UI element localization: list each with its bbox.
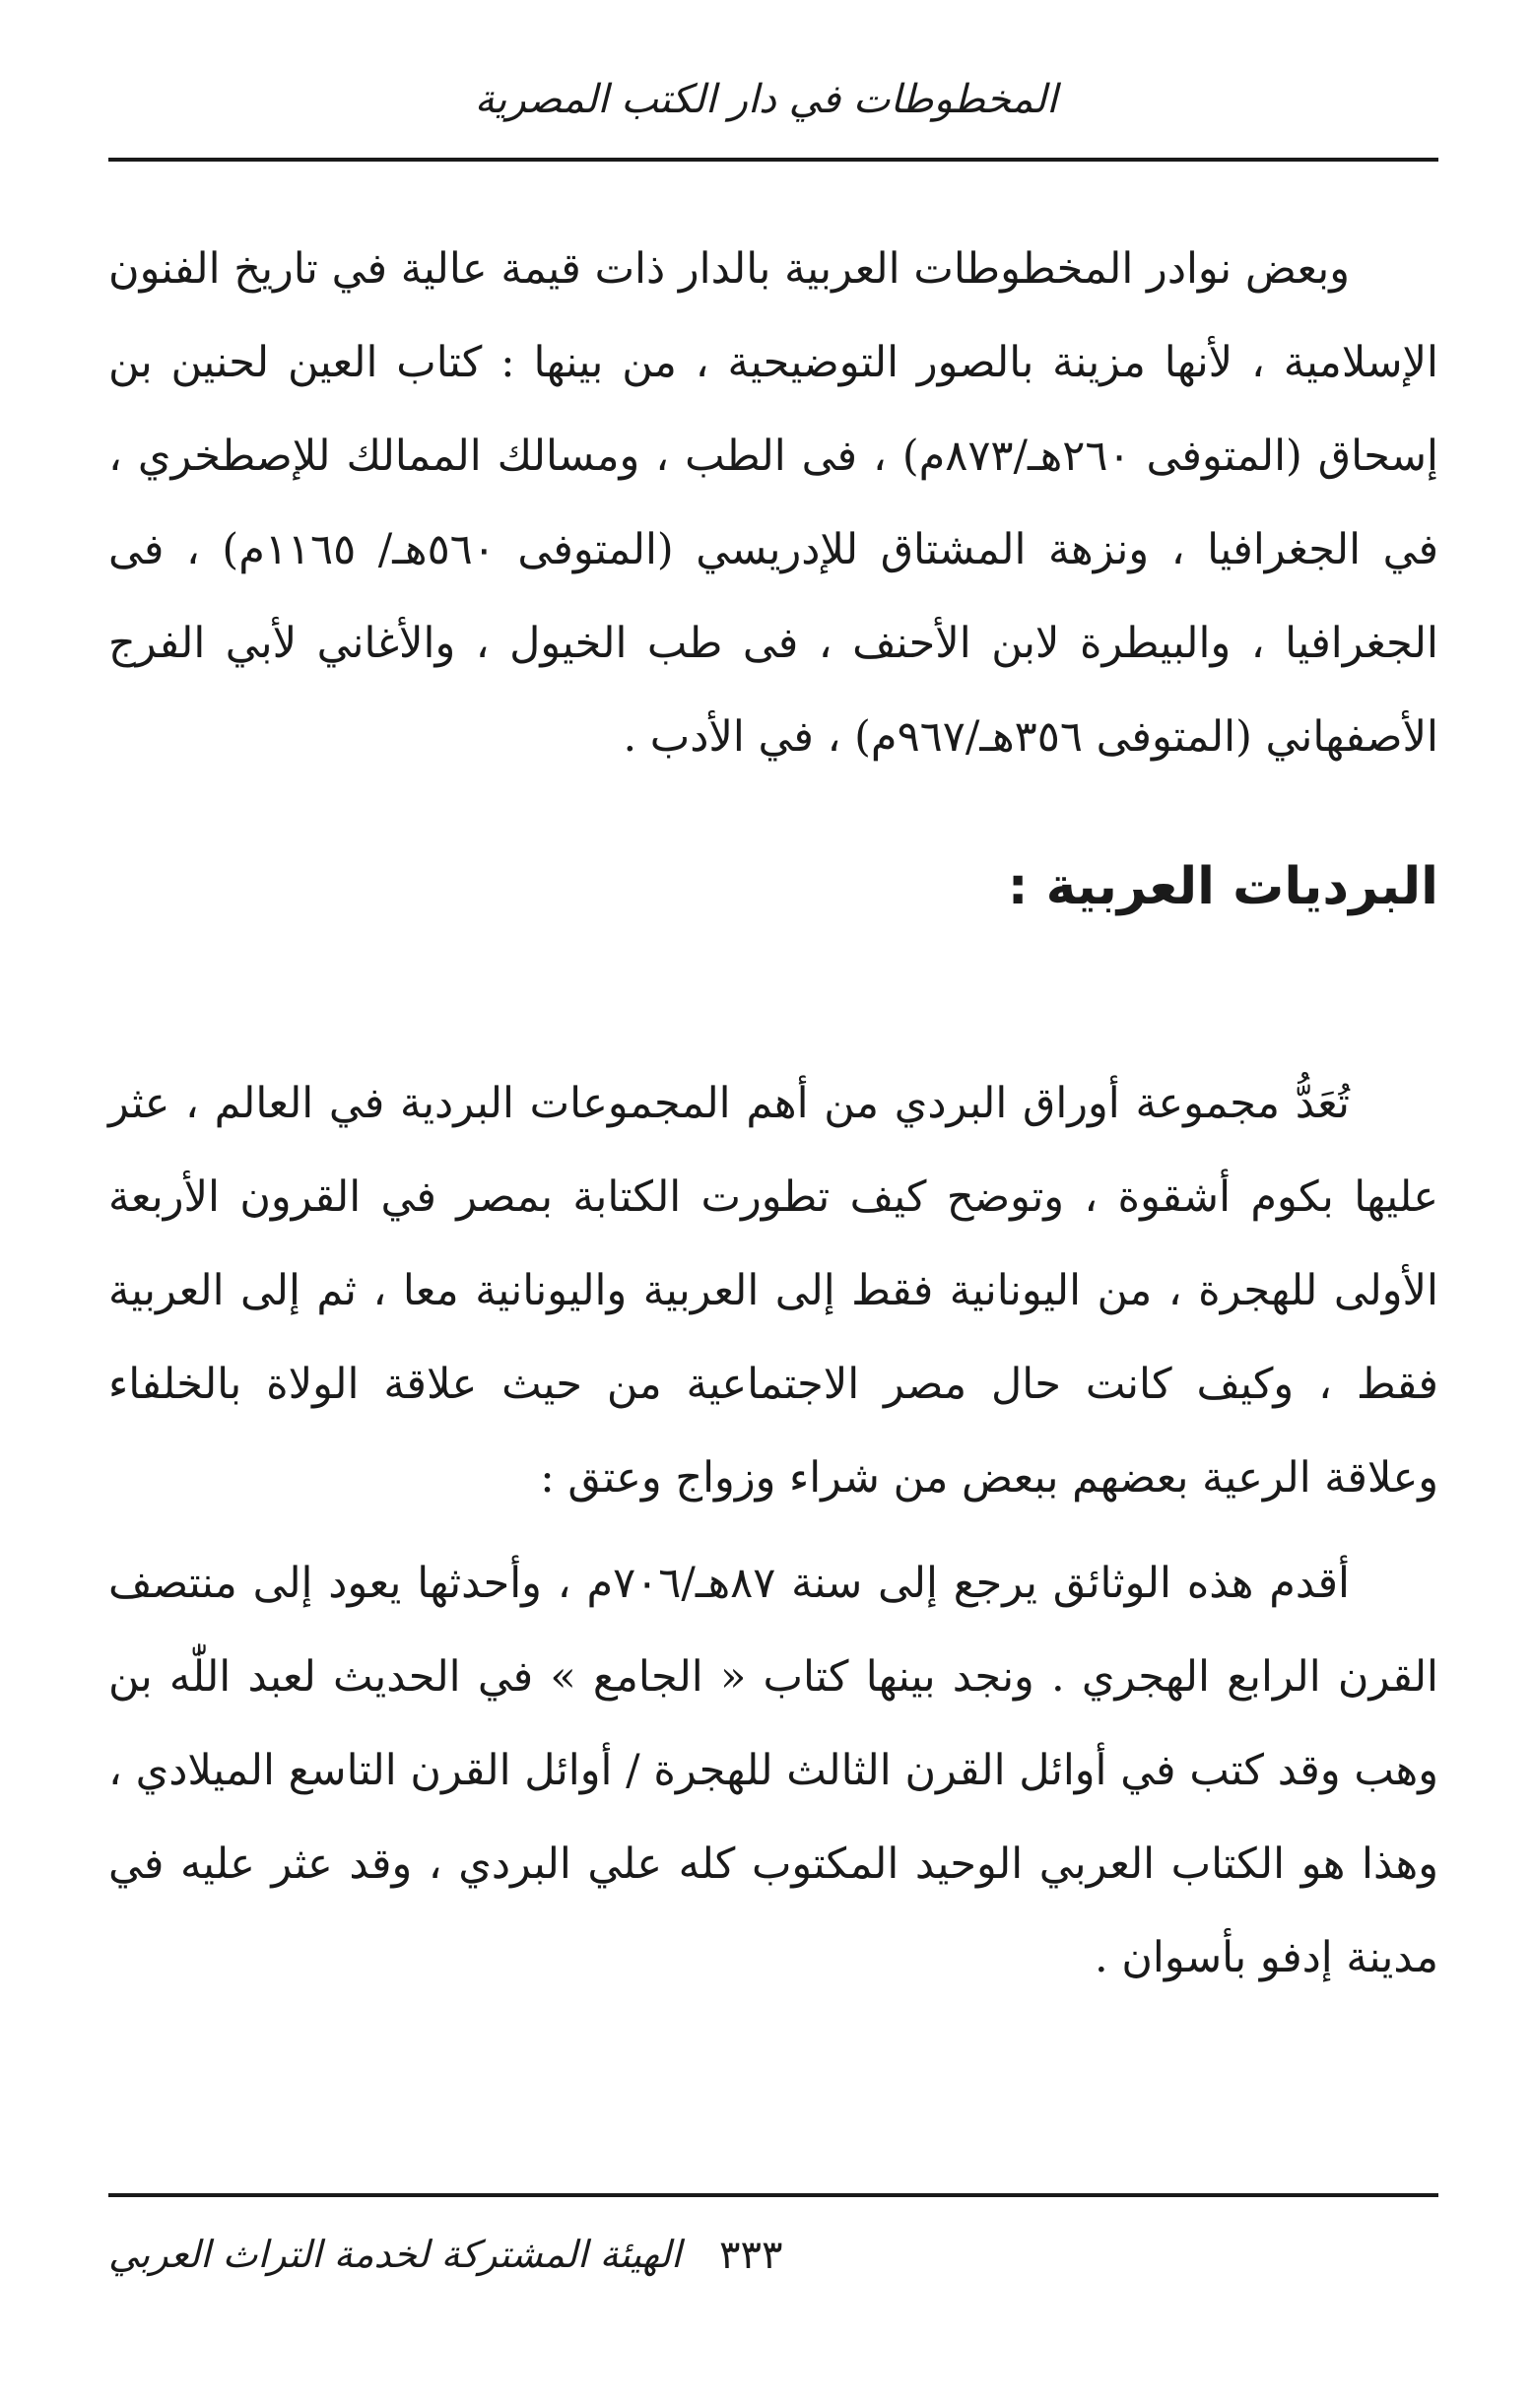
paragraph-manuscripts: وبعض نوادر المخطوطات العربية بالدار ذات قيمة عالية في تاريخ الفنون الإسلامية ، لأنها مزينة بالصور التوضيحية ، من بينها : كتاب العين لحنين بن إسحاق (المتوفى ٢٦٠هـ/٨٧٣م) ، فى الطب ، ومسالك الممالك للإصطخري ، في الجغرافيا ، ونزهة المشتاق للإدريسي (المتوفى ٥٦٠هـ/ ١١٦٥م) ، فى الجغرافيا ، والبيطرة لابن الأحنف ، فى طب الخيول ، والأغاني لأبي الفرج الأصفهاني (المتوفى ٣٥٦هـ/٩٦٧م) ، في الأدب . — [108, 244, 1439, 762]
paragraph-oldest-documents: أقدم هذه الوثائق يرجع إلى سنة ٨٧هـ/٧٠٦م ، وأحدثها يعود إلى منتصف القرن الرابع الهجري . ونجد بينها كتاب « الجامع » في الحديث لعبد اللّٰه بن وهب وقد كتب في أوائل القرن الثالث للهجرة / أوائل القرن التاسع الميلادي ، وهذا هو الكتاب العربي الوحيد المكتوب كله علي البردي ، وقد عثر عليه في مدينة إدفو بأسوان . — [108, 1559, 1438, 1982]
running-header-title: المخطوطات في دار الكتب المصرية — [474, 77, 1058, 122]
header-divider — [108, 158, 1438, 162]
footer-publisher: الهيئة المشتركة لخدمة التراث العربي — [108, 2233, 682, 2276]
body-block-2 — [108, 1057, 1438, 1525]
body-block-3 — [108, 1537, 1438, 2005]
footer-divider — [108, 2193, 1438, 2197]
body-block-1 — [108, 223, 1438, 784]
paragraph-papyri-collection: تُعَدُّ مجموعة أوراق البردي من أهم المجموعات البردية في العالم ، عثر عليها بكوم أشقوة ، وتوضح كيف تطورت الكتابة بمصر في القرون الأربعة الأولى للهجرة ، من اليونانية فقط إلى العربية واليونانية معا ، ثم إلى العربية فقط ، وكيف كانت حال مصر الاجتماعية من حيث علاقة الولاة بالخلفاء وعلاقة الرعية بعضهم ببعض من شراء وزواج وعتق : — [108, 1079, 1438, 1503]
page-number: ٣٣٣ — [719, 2233, 783, 2278]
section-heading-papyri: البرديات العربية : — [1007, 857, 1438, 916]
